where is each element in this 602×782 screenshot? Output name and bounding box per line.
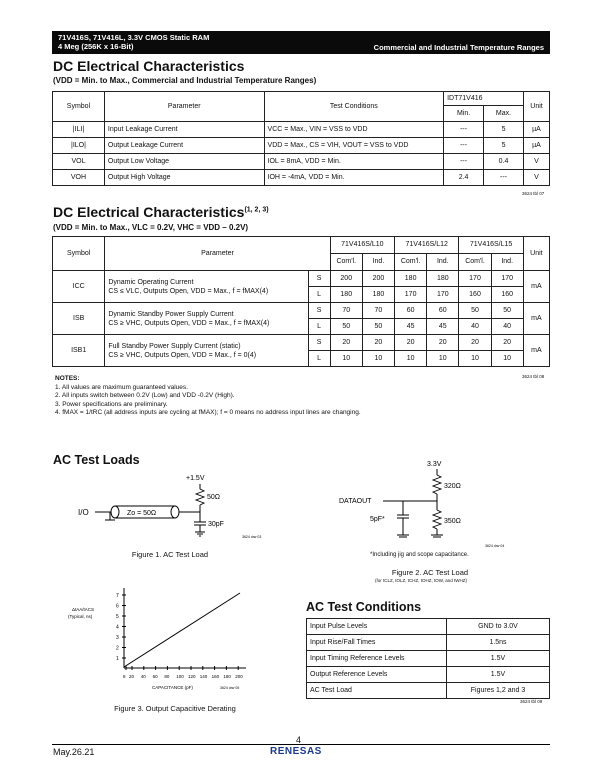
dc1-unit: µA (523, 122, 549, 138)
th2-sub: Com'l. (395, 254, 427, 271)
footer-rule (52, 744, 550, 745)
th-conditions: Test Conditions (264, 92, 444, 122)
dc2-value: 50 (459, 303, 491, 319)
acc-value: Figures 1,2 and 3 (447, 683, 550, 699)
fig1-circuit (70, 470, 270, 545)
th-unit: Unit (523, 92, 549, 122)
dc1-tag: 3624 tbl 07 (522, 191, 545, 196)
fig2-caption: Figure 2. AC Test Load (391, 568, 469, 577)
dc2-value: 10 (459, 351, 491, 367)
dc2-value: 20 (395, 335, 427, 351)
acc-param: Input Pulse Levels (307, 619, 447, 635)
dc2-sym: ICC (53, 271, 105, 303)
dc2-value: 40 (459, 319, 491, 335)
dc2-unit: mA (523, 303, 549, 335)
dc2-s-label: S (308, 271, 330, 287)
dc1-title: DC Electrical Characteristics (53, 58, 245, 74)
dc1-min: --- (444, 122, 484, 138)
dc1-row (53, 154, 550, 170)
dc2-param-line1: Full Standby Power Supply Current (static) (108, 342, 241, 350)
dc2-unit: mA (523, 271, 549, 303)
io-label: I/O (78, 508, 89, 517)
dc2-unit: mA (523, 335, 549, 367)
dc2-value: 20 (362, 335, 394, 351)
dc2-l-label: L (308, 351, 330, 367)
r320-label: 320Ω (444, 483, 461, 490)
dc2-value: 50 (330, 319, 362, 335)
graph-xtick-label: 20 (129, 674, 135, 679)
fig2-sub: (for tCLZ, tOLZ, tCHZ, tOHZ, tOW, and tWHZ) (375, 578, 468, 583)
dc1-cond: VCC = Max., VIN = VSS to VDD (264, 122, 444, 138)
dc2-value: 60 (395, 303, 427, 319)
th2-parameter: Parameter (105, 237, 330, 271)
dc1-sym: VOH (53, 170, 105, 186)
note-line: 3. Power specifications are preliminary. (55, 400, 168, 408)
graph-xtick-label: 200 (235, 674, 243, 679)
acc-row (307, 651, 550, 667)
dc2-value: 180 (427, 271, 459, 287)
dc1-min: --- (444, 138, 484, 154)
dc2-value: 10 (362, 351, 394, 367)
dc2-value: 10 (427, 351, 459, 367)
header-right: Commercial and Industrial Temperature Ranges (373, 43, 544, 52)
fig2-tag: 3624 drw 04 (485, 544, 505, 548)
dc2-table (52, 236, 550, 367)
th-device: IDT71V416 (444, 92, 524, 106)
acc-param: Input Timing Reference Levels (307, 651, 447, 667)
th-symbol: Symbol (53, 92, 105, 122)
dc2-param-line2: CS ≥ VHC, Outputs Open, VDD = Max., f = 0(4) (108, 351, 257, 359)
dc1-max: 5 (484, 122, 524, 138)
dc1-min: --- (444, 154, 484, 170)
ac-loads-title: AC Test Loads (53, 453, 140, 467)
dc1-row (53, 122, 550, 138)
dc2-sym: ISB1 (53, 335, 105, 367)
acc-row (307, 635, 550, 651)
dc2-value: 20 (459, 335, 491, 351)
dc2-param (105, 271, 308, 303)
dc2-value: 180 (362, 287, 394, 303)
c30-label: 30pF (208, 521, 224, 528)
note-line: 2. All inputs switch between 0.2V (Low) and VDD -0.2V (High). (55, 392, 235, 400)
dc2-title-sup: (1, 2, 3) (244, 206, 269, 214)
graph-xtick-label: 80 (164, 674, 170, 679)
graph-xtick-label: 120 (188, 674, 196, 679)
dc2-param (105, 335, 308, 367)
notes (55, 375, 361, 418)
dc1-table (52, 91, 550, 186)
th2-sub: Ind. (491, 254, 523, 271)
dc2-value: 20 (330, 335, 362, 351)
zo-label: Zo = 50Ω (127, 510, 157, 517)
acc-table (306, 618, 550, 699)
dc2-sym: ISB (53, 303, 105, 335)
dc2-subtitle: (VDD = Min. to Max., VLC = 0.2V, VHC = VDD – 0.2V) (53, 223, 249, 232)
dc2-param (105, 303, 308, 335)
dc2-s-label: S (308, 303, 330, 319)
graph-derating-line (124, 593, 240, 667)
graph-ytick-label: 7 (116, 593, 119, 599)
dc2-row-s (53, 271, 550, 287)
th2-symbol: Symbol (53, 237, 105, 271)
th2-unit: Unit (523, 237, 549, 271)
dc1-row (53, 138, 550, 154)
th-parameter: Parameter (104, 92, 264, 122)
renesas-logo: RENESAS (270, 746, 322, 757)
v33-label: 3.3V (427, 461, 442, 468)
graph-ytick-label: 6 (116, 603, 119, 610)
dc2-param-line1: Dynamic Standby Power Supply Current (108, 310, 234, 318)
dc2-value: 20 (491, 335, 523, 351)
dc1-min: 2.4 (444, 170, 484, 186)
dc2-value: 20 (427, 335, 459, 351)
dc1-max: 5 (484, 138, 524, 154)
dc1-sym: |ILI| (53, 122, 105, 138)
dc1-unit: V (523, 170, 549, 186)
th-max: Max. (484, 106, 524, 122)
dc2-row-s (53, 335, 550, 351)
fig2-circuit (335, 455, 535, 550)
dc2-row-s (53, 303, 550, 319)
acc-param: Input Rise/Fall Times (307, 635, 447, 651)
graph-ytick-label: 4 (116, 624, 119, 631)
th2-sub: Ind. (427, 254, 459, 271)
graph-xtick-label: 100 (176, 674, 184, 679)
acc-row (307, 667, 550, 683)
graph-xtick-label: 60 (152, 674, 158, 679)
dc1-subtitle: (VDD = Min. to Max., Commercial and Industrial Temperature Ranges) (53, 76, 317, 85)
dc1-param: Output Low Voltage (104, 154, 264, 170)
dc1-row (53, 170, 550, 186)
dc2-value: 50 (362, 319, 394, 335)
dc1-max: 0.4 (484, 154, 524, 170)
dc2-value: 45 (427, 319, 459, 335)
acc-value: 1.5V (447, 651, 550, 667)
dc2-title-text: DC Electrical Characteristics (53, 204, 245, 220)
note-line: 4. fMAX = 1/tRC (all address inputs are cycling at fMAX); f = 0 means no address input lines are changing. (55, 409, 361, 417)
dc2-value: 50 (491, 303, 523, 319)
r50-label: 50Ω (207, 494, 221, 501)
dc2-l-label: L (308, 287, 330, 303)
dc2-value: 200 (330, 271, 362, 287)
acc-tag: 3624 tbl 09 (520, 699, 543, 704)
dc1-sym: VOL (53, 154, 105, 170)
th2-group-12: 71V416S/L12 (395, 237, 459, 254)
page-number: 4 (296, 735, 302, 745)
dataout-label: DATAOUT (339, 498, 372, 505)
dc2-value: 170 (427, 287, 459, 303)
dc2-value: 160 (491, 287, 523, 303)
th2-sub: Com'l. (330, 254, 362, 271)
th2-sub: Ind. (362, 254, 394, 271)
dc1-max: --- (484, 170, 524, 186)
dc1-sym: |ILO| (53, 138, 105, 154)
graph-ylabel2: (Typical, ns) (68, 614, 93, 619)
v15-label: +1.5V (186, 475, 205, 482)
graph-ytick-label: 5 (116, 614, 119, 620)
dc2-value: 40 (491, 319, 523, 335)
dc1-cond: VDD = Max., CS = VIH, VOUT = VSS to VDD (264, 138, 444, 154)
dc2-value: 70 (362, 303, 394, 319)
derating-graph (60, 583, 280, 693)
graph-xtick-label: 140 (199, 674, 208, 679)
dc2-title (53, 204, 269, 220)
fig2-note: *Including jig and scope capacitance. (370, 552, 469, 558)
header-line1: 71V416S, 71V416L, 3.3V CMOS Static RAM (58, 33, 210, 42)
acc-value: GND to 3.0V (447, 619, 550, 635)
r320-resistor (433, 475, 441, 494)
graph-ytick-label: 1 (116, 656, 119, 662)
acc-value: 1.5V (447, 667, 550, 683)
footer-date: May.26.21 (53, 747, 95, 757)
dc1-cond: IOH = -4mA, VDD = Min. (264, 170, 444, 186)
graph-tag: 3624 drw 05 (220, 686, 240, 690)
dc2-value: 200 (362, 271, 394, 287)
dc1-unit: µA (523, 138, 549, 154)
graph-xlabel: CAPACITANCE (pF) (152, 685, 193, 690)
th2-group-10: 71V416S/L10 (330, 237, 394, 254)
fig1-caption: Figure 1. AC Test Load (131, 550, 209, 559)
dc2-s-label: S (308, 335, 330, 351)
graph-xtick-label: 40 (140, 674, 146, 679)
c5-label: 5pF* (370, 516, 385, 523)
dc1-unit: V (523, 154, 549, 170)
dc2-l-label: L (308, 319, 330, 335)
acc-param: Output Reference Levels (307, 667, 447, 683)
r350-resistor (433, 510, 441, 529)
dc2-tag: 3624 tbl 08 (522, 374, 545, 379)
r350-label: 350Ω (444, 518, 461, 525)
th2-group-15: 71V416S/L15 (459, 237, 523, 254)
dc2-value: 10 (395, 351, 427, 367)
graph-ytick-label: 2 (116, 645, 119, 652)
graph-ytick-label: 3 (116, 635, 119, 641)
dc2-value: 45 (395, 319, 427, 335)
graph-ylabel1: ΔtAA/tACS (72, 607, 95, 612)
graph-xtick-label: 160 (211, 674, 220, 679)
dc2-value: 60 (427, 303, 459, 319)
th2-sub: Com'l. (459, 254, 491, 271)
dc2-value: 180 (330, 287, 362, 303)
acc-value: 1.5ns (447, 635, 550, 651)
acc-row (307, 683, 550, 699)
dc2-value: 70 (330, 303, 362, 319)
graph-xtick-label: 180 (223, 674, 231, 679)
graph-xtick-label: 8 (123, 674, 126, 679)
dc2-value: 160 (459, 287, 491, 303)
th-min: Min. (444, 106, 484, 122)
note-line: 1. All values are maximum guaranteed values. (55, 383, 188, 391)
note-line: NOTES: (55, 375, 80, 382)
dc2-value: 170 (491, 271, 523, 287)
dc1-param: Output High Voltage (104, 170, 264, 186)
dc1-param: Input Leakage Current (104, 122, 264, 138)
acc-param: AC Test Load (307, 683, 447, 699)
dc2-value: 170 (395, 287, 427, 303)
fig3-caption: Figure 3. Output Capacitive Derating (114, 704, 236, 713)
dc2-value: 10 (330, 351, 362, 367)
dc2-value: 10 (491, 351, 523, 367)
dc1-cond: IOL = 8mA, VDD = Min. (264, 154, 444, 170)
acc-title: AC Test Conditions (306, 600, 422, 614)
dc2-param-line2: CS ≥ VHC, Outputs Open, VDD = Max., f = fMAX(4) (108, 319, 270, 327)
dc2-param-line1: Dynamic Operating Current (108, 278, 194, 286)
dc1-param: Output Leakage Current (104, 138, 264, 154)
acc-row (307, 619, 550, 635)
dc2-value: 180 (395, 271, 427, 287)
dc2-param-line2: CS ≤ VLC, Outputs Open, VDD = Max., f = fMAX(4) (108, 287, 269, 295)
dc2-value: 170 (459, 271, 491, 287)
r50-resistor (196, 489, 204, 505)
page-header (52, 31, 550, 54)
header-line2: 4 Meg (256K x 16-Bit) (58, 42, 134, 51)
fig1-tag: 3624 drw 03 (242, 535, 262, 539)
